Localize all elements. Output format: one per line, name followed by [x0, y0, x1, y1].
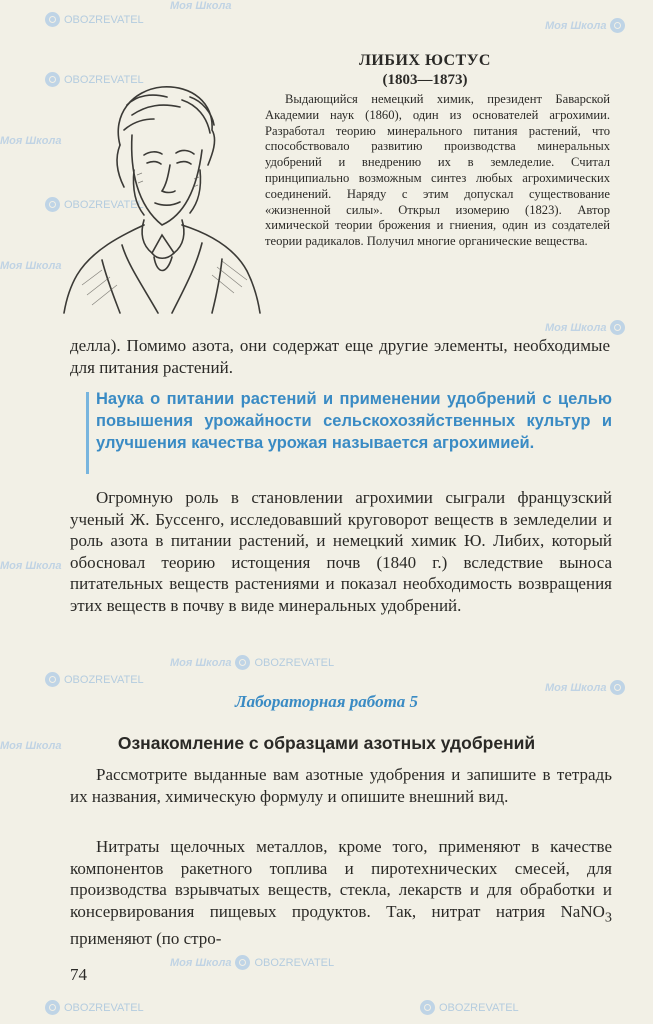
- lab-heading: Ознакомление с образцами азотных удобрений: [117, 733, 536, 753]
- bio-text: Выдающийся немецкий химик, президент Баварской Академии наук (1860), один из основателей агрохимии. Разработал теорию минерального питания растений, что способствовало развитию производства минеральных удобрений и внедрению их в земледелие. Считал принципиально возможным синтез любых агрохимических соединений. Наряду с этим допускал существование «жизненной силы». Открыл изомерию (1823). Автор химической теории брожения и гниения, один из создателей теории радикалов. Получил многие органические вещества.: [265, 92, 610, 249]
- subscript: 3: [604, 908, 612, 925]
- watermark-logo-icon: [45, 1000, 60, 1015]
- paragraph: Огромную роль в становлении агрохимии сыграли французский ученый Ж. Буссенго, исследовавший круговорот веществ в земледелии и роль азота в питании растений, и немецкий химик Ю. Либих, который обосновал теорию истощения почв (1840 г.) вследствие выноса питательных веществ растениями и показал необходимость возвращения этих веществ в почву в виде минеральных удобрений.: [70, 488, 612, 615]
- watermark-logo-icon: [45, 72, 60, 87]
- bio-name: ЛИБИХ ЮСТУС: [359, 52, 491, 69]
- watermark-logo-icon: [235, 955, 250, 970]
- watermark-logo-icon: [235, 655, 250, 670]
- watermark: Моя Школа: [0, 135, 62, 147]
- watermark: Моя Школа: [170, 0, 232, 12]
- watermark: OBOZREVATEL: [45, 197, 144, 212]
- watermark: OBOZREVATEL: [45, 12, 144, 27]
- watermark-logo-icon: [45, 197, 60, 212]
- watermark-logo-icon: [610, 18, 625, 33]
- watermark: Моя Школа: [545, 320, 625, 335]
- watermark: Моя Школа OBOZREVATEL: [170, 956, 335, 969]
- watermark-logo-icon: [610, 320, 625, 335]
- watermark-logo-icon: [45, 672, 60, 687]
- paragraph-text: применяют (по стро-: [70, 929, 222, 949]
- watermark: OBOZREVATEL: [420, 1000, 519, 1015]
- bio-years: (1803—1873): [382, 72, 468, 88]
- paragraph-text: Нитраты щелочных металлов, кроме того, применяют в качестве компонентов ракетного топлива и пиротехнических смесей, для производства взрывчатых веществ, стекла, лекарств и для обработки и консервирования пищевых продуктов. Так, нитрат натрия NaNO: [70, 837, 612, 921]
- lab-instruction: Рассмотрите выданные вам азотные удобрения и запишите в тетрадь их названия, химическую формулу и опишите внешний вид.: [70, 765, 612, 806]
- watermark-logo-icon: [420, 1000, 435, 1015]
- definition-bar: [86, 392, 89, 474]
- watermark: Моя Школа: [0, 260, 62, 272]
- watermark: Моя Школа OBOZREVATEL: [170, 656, 335, 669]
- watermark: OBOZREVATEL: [45, 72, 144, 87]
- watermark: Моя Школа: [545, 18, 625, 33]
- liebig-portrait: [62, 75, 262, 315]
- watermark: Моя Школа: [545, 680, 625, 695]
- lab-title: Лабораторная работа 5: [234, 692, 419, 711]
- watermark: Моя Школа: [0, 560, 62, 572]
- page-number: 74: [70, 965, 87, 984]
- paragraph: делла). Помимо азота, они содержат еще другие элементы, необходимые для питания растений.: [70, 336, 610, 377]
- paragraph: [70, 836, 612, 950]
- watermark-logo-icon: [45, 12, 60, 27]
- watermark: Моя Школа: [0, 740, 62, 752]
- watermark: OBOZREVATEL: [45, 1000, 144, 1015]
- definition-box: Наука о питании растений и применении удобрений с целью повышения урожайности сельскохозяйственных культур и улучшения качества урожая называется агрохимией.: [96, 390, 612, 452]
- watermark: OBOZREVATEL: [45, 672, 144, 687]
